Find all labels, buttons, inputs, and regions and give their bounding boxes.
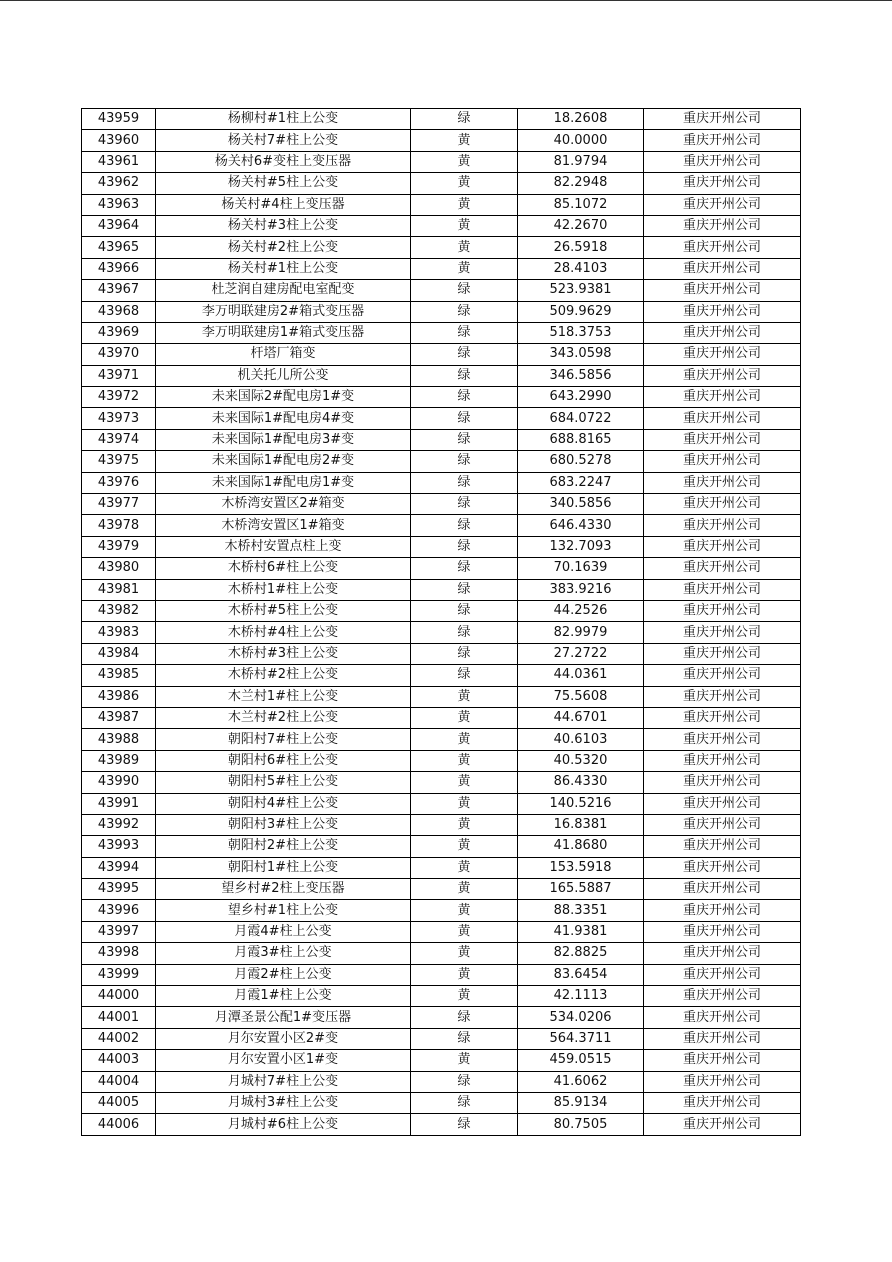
row-id-cell: 43996 xyxy=(82,900,156,921)
value-cell: 346.5856 xyxy=(518,365,644,386)
station-name-cell: 木桥村1#柱上公变 xyxy=(156,579,411,600)
station-name-cell: 月霞4#柱上公变 xyxy=(156,921,411,942)
status-cell: 绿 xyxy=(411,387,518,408)
value-cell: 83.6454 xyxy=(518,964,644,985)
table-row xyxy=(82,750,801,771)
status-cell: 绿 xyxy=(411,515,518,536)
status-cell: 黄 xyxy=(411,215,518,236)
station-name-cell: 杨关村7#柱上公变 xyxy=(156,130,411,151)
station-name-cell: 朝阳村6#柱上公变 xyxy=(156,750,411,771)
table-row xyxy=(82,408,801,429)
station-name-cell: 月城村3#柱上公变 xyxy=(156,1092,411,1113)
company-cell: 重庆开州公司 xyxy=(644,857,801,878)
company-cell: 重庆开州公司 xyxy=(644,258,801,279)
value-cell: 42.1113 xyxy=(518,986,644,1007)
company-cell: 重庆开州公司 xyxy=(644,558,801,579)
company-cell: 重庆开州公司 xyxy=(644,387,801,408)
table-row xyxy=(82,515,801,536)
value-cell: 75.5608 xyxy=(518,686,644,707)
station-name-cell: 望乡村#1柱上公变 xyxy=(156,900,411,921)
company-cell: 重庆开州公司 xyxy=(644,215,801,236)
station-name-cell: 杆塔厂箱变 xyxy=(156,344,411,365)
status-cell: 黄 xyxy=(411,237,518,258)
value-cell: 80.7505 xyxy=(518,1114,644,1135)
company-cell: 重庆开州公司 xyxy=(644,322,801,343)
row-id-cell: 43980 xyxy=(82,558,156,579)
station-name-cell: 未来国际1#配电房2#变 xyxy=(156,451,411,472)
status-cell: 绿 xyxy=(411,558,518,579)
status-cell: 绿 xyxy=(411,451,518,472)
row-id-cell: 43979 xyxy=(82,536,156,557)
row-id-cell: 43960 xyxy=(82,130,156,151)
row-id-cell: 43961 xyxy=(82,151,156,172)
value-cell: 518.3753 xyxy=(518,322,644,343)
value-cell: 40.0000 xyxy=(518,130,644,151)
row-id-cell: 43970 xyxy=(82,344,156,365)
company-cell: 重庆开州公司 xyxy=(644,451,801,472)
station-name-cell: 望乡村#2柱上变压器 xyxy=(156,879,411,900)
row-id-cell: 43991 xyxy=(82,793,156,814)
row-id-cell: 44006 xyxy=(82,1114,156,1135)
station-name-cell: 木桥村#3柱上公变 xyxy=(156,643,411,664)
table-row xyxy=(82,986,801,1007)
station-name-cell: 未来国际2#配电房1#变 xyxy=(156,387,411,408)
company-cell: 重庆开州公司 xyxy=(644,515,801,536)
status-cell: 绿 xyxy=(411,579,518,600)
status-cell: 绿 xyxy=(411,429,518,450)
page-top-border xyxy=(0,0,892,1)
company-cell: 重庆开州公司 xyxy=(644,301,801,322)
station-name-cell: 朝阳村7#柱上公变 xyxy=(156,729,411,750)
value-cell: 140.5216 xyxy=(518,793,644,814)
company-cell: 重庆开州公司 xyxy=(644,130,801,151)
company-cell: 重庆开州公司 xyxy=(644,194,801,215)
company-cell: 重庆开州公司 xyxy=(644,1050,801,1071)
value-cell: 40.6103 xyxy=(518,729,644,750)
row-id-cell: 43982 xyxy=(82,600,156,621)
status-cell: 绿 xyxy=(411,344,518,365)
table-row xyxy=(82,387,801,408)
company-cell: 重庆开州公司 xyxy=(644,237,801,258)
table-row xyxy=(82,1092,801,1113)
company-cell: 重庆开州公司 xyxy=(644,429,801,450)
table-row xyxy=(82,130,801,151)
value-cell: 643.2990 xyxy=(518,387,644,408)
value-cell: 165.5887 xyxy=(518,879,644,900)
row-id-cell: 43962 xyxy=(82,173,156,194)
value-cell: 41.9381 xyxy=(518,921,644,942)
value-cell: 85.1072 xyxy=(518,194,644,215)
table-row xyxy=(82,322,801,343)
row-id-cell: 44003 xyxy=(82,1050,156,1071)
status-cell: 黄 xyxy=(411,986,518,1007)
status-cell: 绿 xyxy=(411,1114,518,1135)
station-name-cell: 李万明联建房1#箱式变压器 xyxy=(156,322,411,343)
value-cell: 534.0206 xyxy=(518,1007,644,1028)
row-id-cell: 43998 xyxy=(82,943,156,964)
row-id-cell: 43967 xyxy=(82,280,156,301)
status-cell: 黄 xyxy=(411,793,518,814)
status-cell: 绿 xyxy=(411,365,518,386)
table-row xyxy=(82,814,801,835)
status-cell: 绿 xyxy=(411,622,518,643)
value-cell: 42.2670 xyxy=(518,215,644,236)
company-cell: 重庆开州公司 xyxy=(644,1007,801,1028)
value-cell: 85.9134 xyxy=(518,1092,644,1113)
station-name-cell: 朝阳村5#柱上公变 xyxy=(156,772,411,793)
status-cell: 黄 xyxy=(411,686,518,707)
station-name-cell: 木桥村#2柱上公变 xyxy=(156,665,411,686)
row-id-cell: 43976 xyxy=(82,472,156,493)
station-name-cell: 杨关村#4柱上变压器 xyxy=(156,194,411,215)
company-cell: 重庆开州公司 xyxy=(644,151,801,172)
status-cell: 绿 xyxy=(411,280,518,301)
row-id-cell: 43984 xyxy=(82,643,156,664)
value-cell: 44.0361 xyxy=(518,665,644,686)
value-cell: 683.2247 xyxy=(518,472,644,493)
status-cell: 绿 xyxy=(411,109,518,130)
company-cell: 重庆开州公司 xyxy=(644,964,801,985)
company-cell: 重庆开州公司 xyxy=(644,536,801,557)
value-cell: 18.2608 xyxy=(518,109,644,130)
table-row xyxy=(82,344,801,365)
value-cell: 82.8825 xyxy=(518,943,644,964)
station-name-cell: 杨关村#1柱上公变 xyxy=(156,258,411,279)
row-id-cell: 44001 xyxy=(82,1007,156,1028)
row-id-cell: 43987 xyxy=(82,707,156,728)
table-row xyxy=(82,665,801,686)
data-table xyxy=(81,108,801,1136)
value-cell: 688.8165 xyxy=(518,429,644,450)
value-cell: 40.5320 xyxy=(518,750,644,771)
status-cell: 绿 xyxy=(411,600,518,621)
company-cell: 重庆开州公司 xyxy=(644,729,801,750)
company-cell: 重庆开州公司 xyxy=(644,1114,801,1135)
status-cell: 黄 xyxy=(411,194,518,215)
status-cell: 绿 xyxy=(411,643,518,664)
table-body xyxy=(82,109,801,1136)
station-name-cell: 未来国际1#配电房1#变 xyxy=(156,472,411,493)
table-row xyxy=(82,686,801,707)
station-name-cell: 木兰村1#柱上公变 xyxy=(156,686,411,707)
status-cell: 黄 xyxy=(411,964,518,985)
station-name-cell: 杨柳村#1柱上公变 xyxy=(156,109,411,130)
station-name-cell: 月城村#6柱上公变 xyxy=(156,1114,411,1135)
table-row xyxy=(82,836,801,857)
status-cell: 绿 xyxy=(411,301,518,322)
value-cell: 459.0515 xyxy=(518,1050,644,1071)
company-cell: 重庆开州公司 xyxy=(644,879,801,900)
company-cell: 重庆开州公司 xyxy=(644,365,801,386)
table-row xyxy=(82,1114,801,1135)
table-row xyxy=(82,258,801,279)
company-cell: 重庆开州公司 xyxy=(644,280,801,301)
station-name-cell: 月尔安置小区2#变 xyxy=(156,1028,411,1049)
station-name-cell: 杨关村#2柱上公变 xyxy=(156,237,411,258)
table-row xyxy=(82,1050,801,1071)
table-row xyxy=(82,194,801,215)
row-id-cell: 43968 xyxy=(82,301,156,322)
status-cell: 绿 xyxy=(411,408,518,429)
table-row xyxy=(82,365,801,386)
status-cell: 黄 xyxy=(411,943,518,964)
table-row xyxy=(82,879,801,900)
value-cell: 27.2722 xyxy=(518,643,644,664)
status-cell: 黄 xyxy=(411,836,518,857)
station-name-cell: 木桥村安置点柱上变 xyxy=(156,536,411,557)
row-id-cell: 43997 xyxy=(82,921,156,942)
station-name-cell: 木桥湾安置区2#箱变 xyxy=(156,494,411,515)
company-cell: 重庆开州公司 xyxy=(644,707,801,728)
status-cell: 黄 xyxy=(411,921,518,942)
company-cell: 重庆开州公司 xyxy=(644,772,801,793)
value-cell: 82.9979 xyxy=(518,622,644,643)
table-row xyxy=(82,793,801,814)
row-id-cell: 43975 xyxy=(82,451,156,472)
row-id-cell: 44005 xyxy=(82,1092,156,1113)
value-cell: 132.7093 xyxy=(518,536,644,557)
row-id-cell: 43981 xyxy=(82,579,156,600)
status-cell: 黄 xyxy=(411,1050,518,1071)
station-name-cell: 朝阳村2#柱上公变 xyxy=(156,836,411,857)
station-name-cell: 月霞1#柱上公变 xyxy=(156,986,411,1007)
status-cell: 绿 xyxy=(411,494,518,515)
table-row xyxy=(82,857,801,878)
station-name-cell: 木兰村#2柱上公变 xyxy=(156,707,411,728)
table-row xyxy=(82,215,801,236)
company-cell: 重庆开州公司 xyxy=(644,472,801,493)
value-cell: 153.5918 xyxy=(518,857,644,878)
company-cell: 重庆开州公司 xyxy=(644,600,801,621)
value-cell: 44.2526 xyxy=(518,600,644,621)
status-cell: 黄 xyxy=(411,857,518,878)
value-cell: 509.9629 xyxy=(518,301,644,322)
value-cell: 70.1639 xyxy=(518,558,644,579)
table-row xyxy=(82,1007,801,1028)
station-name-cell: 未来国际1#配电房3#变 xyxy=(156,429,411,450)
company-cell: 重庆开州公司 xyxy=(644,109,801,130)
station-name-cell: 朝阳村4#柱上公变 xyxy=(156,793,411,814)
value-cell: 26.5918 xyxy=(518,237,644,258)
row-id-cell: 43992 xyxy=(82,814,156,835)
company-cell: 重庆开州公司 xyxy=(644,1028,801,1049)
station-name-cell: 月霞2#柱上公变 xyxy=(156,964,411,985)
station-name-cell: 杨关村6#变柱上变压器 xyxy=(156,151,411,172)
station-name-cell: 机关托儿所公变 xyxy=(156,365,411,386)
table-row xyxy=(82,472,801,493)
table-row xyxy=(82,558,801,579)
station-name-cell: 未来国际1#配电房4#变 xyxy=(156,408,411,429)
row-id-cell: 43965 xyxy=(82,237,156,258)
table-row xyxy=(82,921,801,942)
status-cell: 绿 xyxy=(411,472,518,493)
row-id-cell: 43963 xyxy=(82,194,156,215)
status-cell: 绿 xyxy=(411,536,518,557)
status-cell: 绿 xyxy=(411,665,518,686)
status-cell: 黄 xyxy=(411,750,518,771)
company-cell: 重庆开州公司 xyxy=(644,793,801,814)
table-row xyxy=(82,494,801,515)
station-name-cell: 朝阳村1#柱上公变 xyxy=(156,857,411,878)
status-cell: 绿 xyxy=(411,1028,518,1049)
table-row xyxy=(82,151,801,172)
row-id-cell: 43986 xyxy=(82,686,156,707)
row-id-cell: 43988 xyxy=(82,729,156,750)
company-cell: 重庆开州公司 xyxy=(644,622,801,643)
row-id-cell: 43959 xyxy=(82,109,156,130)
status-cell: 绿 xyxy=(411,322,518,343)
table-row xyxy=(82,109,801,130)
status-cell: 黄 xyxy=(411,258,518,279)
table-row xyxy=(82,772,801,793)
table-row xyxy=(82,173,801,194)
company-cell: 重庆开州公司 xyxy=(644,836,801,857)
station-name-cell: 月城村7#柱上公变 xyxy=(156,1071,411,1092)
table-row xyxy=(82,964,801,985)
table-row xyxy=(82,451,801,472)
station-name-cell: 木桥村6#柱上公变 xyxy=(156,558,411,579)
station-name-cell: 杨关村#5柱上公变 xyxy=(156,173,411,194)
row-id-cell: 43973 xyxy=(82,408,156,429)
value-cell: 340.5856 xyxy=(518,494,644,515)
row-id-cell: 43989 xyxy=(82,750,156,771)
company-cell: 重庆开州公司 xyxy=(644,643,801,664)
value-cell: 81.9794 xyxy=(518,151,644,172)
status-cell: 黄 xyxy=(411,814,518,835)
station-name-cell: 木桥村#4柱上公变 xyxy=(156,622,411,643)
company-cell: 重庆开州公司 xyxy=(644,665,801,686)
table-row xyxy=(82,643,801,664)
row-id-cell: 43983 xyxy=(82,622,156,643)
row-id-cell: 44002 xyxy=(82,1028,156,1049)
row-id-cell: 43994 xyxy=(82,857,156,878)
table-row xyxy=(82,536,801,557)
table-row xyxy=(82,579,801,600)
company-cell: 重庆开州公司 xyxy=(644,173,801,194)
value-cell: 28.4103 xyxy=(518,258,644,279)
company-cell: 重庆开州公司 xyxy=(644,344,801,365)
value-cell: 44.6701 xyxy=(518,707,644,728)
company-cell: 重庆开州公司 xyxy=(644,900,801,921)
station-name-cell: 杨关村#3柱上公变 xyxy=(156,215,411,236)
row-id-cell: 43977 xyxy=(82,494,156,515)
value-cell: 680.5278 xyxy=(518,451,644,472)
row-id-cell: 44004 xyxy=(82,1071,156,1092)
company-cell: 重庆开州公司 xyxy=(644,579,801,600)
status-cell: 黄 xyxy=(411,729,518,750)
company-cell: 重庆开州公司 xyxy=(644,921,801,942)
status-cell: 绿 xyxy=(411,1071,518,1092)
table-row xyxy=(82,729,801,750)
company-cell: 重庆开州公司 xyxy=(644,686,801,707)
status-cell: 绿 xyxy=(411,1007,518,1028)
value-cell: 383.9216 xyxy=(518,579,644,600)
value-cell: 88.3351 xyxy=(518,900,644,921)
table-row xyxy=(82,1071,801,1092)
row-id-cell: 43971 xyxy=(82,365,156,386)
company-cell: 重庆开州公司 xyxy=(644,750,801,771)
status-cell: 绿 xyxy=(411,1092,518,1113)
table-row xyxy=(82,600,801,621)
company-cell: 重庆开州公司 xyxy=(644,494,801,515)
table-row xyxy=(82,943,801,964)
table-row xyxy=(82,237,801,258)
value-cell: 82.2948 xyxy=(518,173,644,194)
status-cell: 黄 xyxy=(411,707,518,728)
value-cell: 16.8381 xyxy=(518,814,644,835)
row-id-cell: 43990 xyxy=(82,772,156,793)
company-cell: 重庆开州公司 xyxy=(644,1092,801,1113)
row-id-cell: 43974 xyxy=(82,429,156,450)
table-row xyxy=(82,429,801,450)
row-id-cell: 43995 xyxy=(82,879,156,900)
value-cell: 646.4330 xyxy=(518,515,644,536)
table-row xyxy=(82,301,801,322)
value-cell: 564.3711 xyxy=(518,1028,644,1049)
row-id-cell: 44000 xyxy=(82,986,156,1007)
row-id-cell: 43964 xyxy=(82,215,156,236)
status-cell: 黄 xyxy=(411,130,518,151)
station-name-cell: 木桥湾安置区1#箱变 xyxy=(156,515,411,536)
company-cell: 重庆开州公司 xyxy=(644,943,801,964)
table-row xyxy=(82,622,801,643)
row-id-cell: 43966 xyxy=(82,258,156,279)
status-cell: 黄 xyxy=(411,879,518,900)
value-cell: 41.6062 xyxy=(518,1071,644,1092)
company-cell: 重庆开州公司 xyxy=(644,986,801,1007)
row-id-cell: 43978 xyxy=(82,515,156,536)
station-name-cell: 木桥村#5柱上公变 xyxy=(156,600,411,621)
row-id-cell: 43993 xyxy=(82,836,156,857)
value-cell: 86.4330 xyxy=(518,772,644,793)
status-cell: 黄 xyxy=(411,900,518,921)
table-row xyxy=(82,707,801,728)
row-id-cell: 43972 xyxy=(82,387,156,408)
table-row xyxy=(82,1028,801,1049)
station-name-cell: 月尔安置小区1#变 xyxy=(156,1050,411,1071)
value-cell: 343.0598 xyxy=(518,344,644,365)
company-cell: 重庆开州公司 xyxy=(644,1071,801,1092)
company-cell: 重庆开州公司 xyxy=(644,408,801,429)
station-name-cell: 朝阳村3#柱上公变 xyxy=(156,814,411,835)
company-cell: 重庆开州公司 xyxy=(644,814,801,835)
station-name-cell: 月霞3#柱上公变 xyxy=(156,943,411,964)
value-cell: 41.8680 xyxy=(518,836,644,857)
station-name-cell: 杜芝润自建房配电室配变 xyxy=(156,280,411,301)
table-row xyxy=(82,900,801,921)
station-name-cell: 李万明联建房2#箱式变压器 xyxy=(156,301,411,322)
status-cell: 黄 xyxy=(411,151,518,172)
status-cell: 黄 xyxy=(411,772,518,793)
row-id-cell: 43985 xyxy=(82,665,156,686)
value-cell: 684.0722 xyxy=(518,408,644,429)
row-id-cell: 43969 xyxy=(82,322,156,343)
table-row xyxy=(82,280,801,301)
station-name-cell: 月潭圣景公配1#变压器 xyxy=(156,1007,411,1028)
value-cell: 523.9381 xyxy=(518,280,644,301)
row-id-cell: 43999 xyxy=(82,964,156,985)
status-cell: 黄 xyxy=(411,173,518,194)
